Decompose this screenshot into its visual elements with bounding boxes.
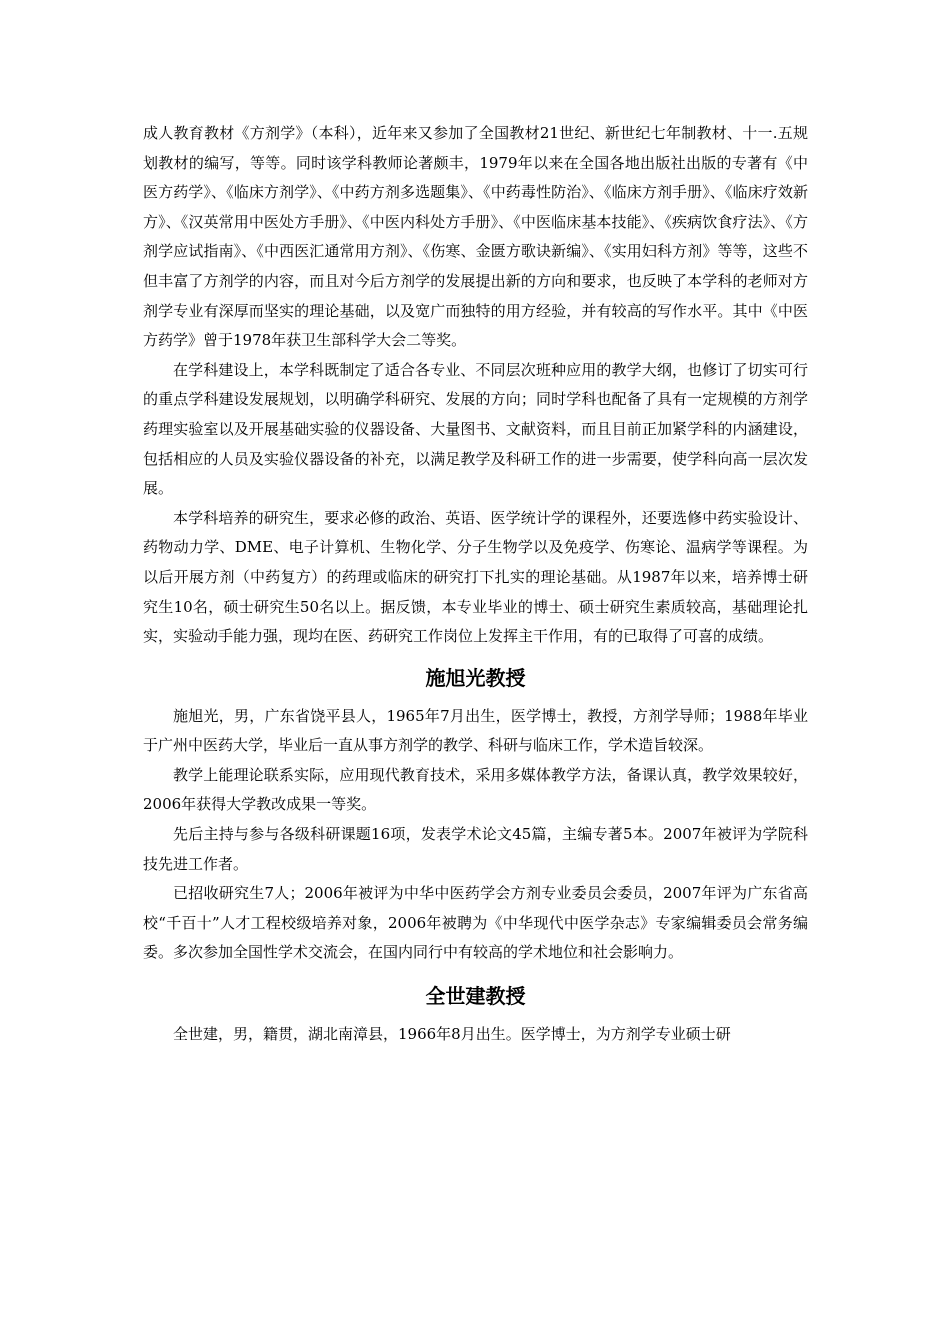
paragraph-shi-bio: 施旭光，男，广东省饶平县人，1965年7月出生，医学博士，教授，方剂学导师；1988年毕业于广州中医药大学，毕业后一直从事方剂学的教学、科研与临床工作，学术造旨较深。 <box>143 706 808 755</box>
section-heading-quan-shijian: 全世建教授 <box>425 984 526 1009</box>
paragraph-shi-honors: 已招收研究生7人；2006年被评为中华中医药学会方剂专业委员会委员，2007年评为广东省高校“千百十”人才工程校级培养对象，2006年被聘为《中华现代中医学杂志》专家编辑委员会常务编委。多次参加全国性学术交流会，在国内同行中有较高的学术地位和社会影响力。 <box>143 884 808 962</box>
paragraph-shi-teaching: 教学上能理论联系实际，应用现代教育技术，采用多媒体教学方法，备课认真，教学效果较好，2006年获得大学教改成果一等奖。 <box>143 765 808 814</box>
paragraph-discipline-construction: 在学科建设上，本学科既制定了适合各专业、不同层次班种应用的教学大纲，也修订了切实可行的重点学科建设发展规划，以明确学科研究、发展的方向；同时学科也配备了具有一定规模的方剂学药理实验室以及开展基础实验的仪器设备、大量图书、文献资料，而且目前正加紧学科的内涵建设，包括相应的人员及实验仪器设备的补充，以满足教学及科研工作的进一步需要，使学科向高一层次发展。 <box>143 360 808 498</box>
document-body <box>143 119 808 1050</box>
paragraph-shi-research: 先后主持与参与各级科研课题16项，发表学术论文45篇，主编专著5本。2007年被评为学院科技先进工作者。 <box>143 825 808 873</box>
paragraph-textbooks-and-monographs: 成人教育教材《方剂学》（本科），近年来又参加了全国教材21世纪、新世纪七年制教材、十一.五规划教材的编写，等等。同时该学科教师论著颇丰，1979年以来在全国各地出版社出版的专著有《中医方药学》、《临床方剂学》、《中药方剂多选题集》、《中药毒性防治》、《临床方剂手册》、《临床疗效新方》、《汉英常用中医处方手册》、《中医内科处方手册》、《中医临床基本技能》、《疾病饮食疗法》、《方剂学应试指南》、《中西医汇通常用方剂》、《伤寒、金匮方歌诀新编》、《实用妇科方剂》等等，这些不但丰富了方剂学的内容，而且对今后方剂学的发展提出新的方向和要求，也反映了本学科的老师对方剂学专业有深厚而坚实的理论基础，以及宽广而独特的用方经验，并有较高的写作水平。其中《中医方药学》曾于1978年获卫生部科学大会二等奖。 <box>143 124 808 350</box>
section-heading-shi-xuguang: 施旭光教授 <box>425 665 526 690</box>
paragraph-quan-bio: 全世建，男，籍贯，湖北南漳县，1966年8月出生。医学博士，为方剂学专业硕士研 <box>173 1025 731 1044</box>
paragraph-graduate-training: 本学科培养的研究生，要求必修的政治、英语、医学统计学的课程外，还要选修中药实验设计、药物动力学、DME、电子计算机、生物化学、分子生物学以及免疫学、伤寒论、温病学等课程。为以后开展方剂（中药复方）的药理或临床的研究打下扎实的理论基础。从1987年以来，培养博士研究生10名，硕士研究生50名以上。据反馈，本专业毕业的博士、硕士研究生素质较高，基础理论扎实，实验动手能力强，现均在医、药研究工作岗位上发挥主干作用，有的已取得了可喜的成绩。 <box>143 508 808 646</box>
